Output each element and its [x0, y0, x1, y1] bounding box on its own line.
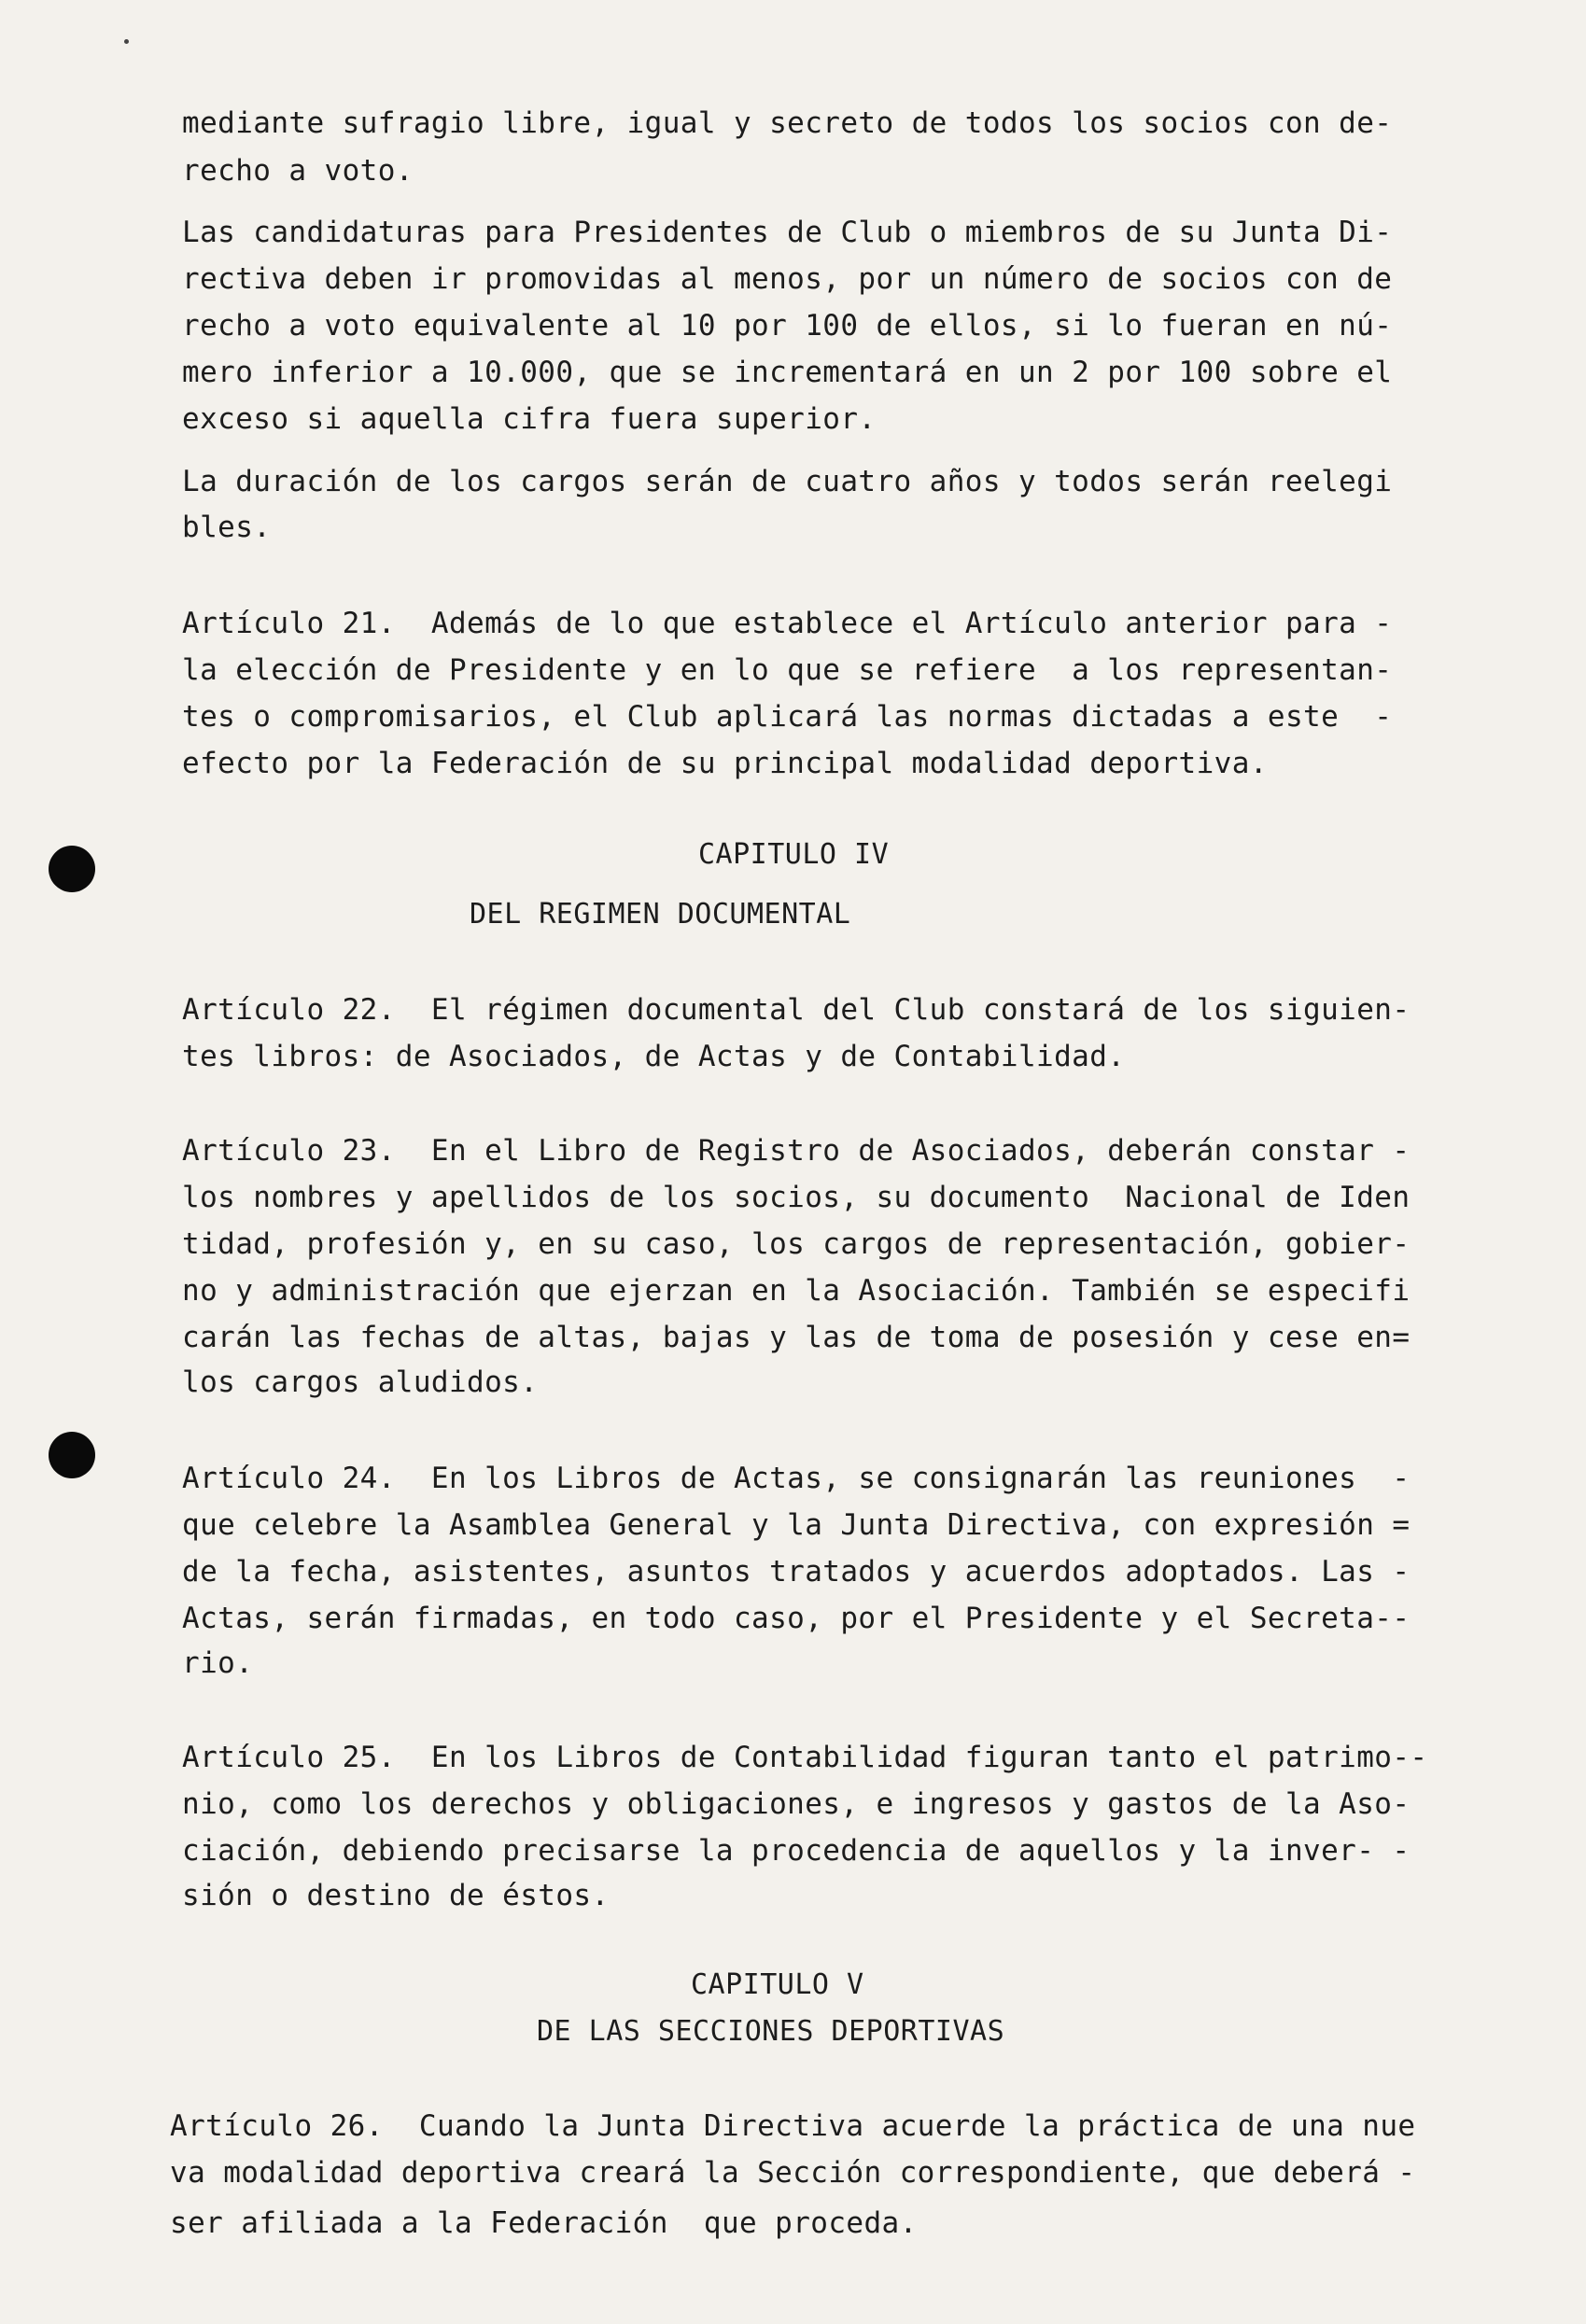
- text-line: rectiva deben ir promovidas al menos, por un número de socios con de: [182, 262, 1393, 296]
- punch-hole-top: [49, 846, 95, 892]
- text-line: La duración de los cargos serán de cuatro años y todos serán reelegi: [182, 465, 1393, 498]
- article-26-line: va modalidad deportiva creará la Sección correspondiente, que deberá -: [170, 2156, 1416, 2190]
- chapter-4-subtitle: DEL REGIMEN DOCUMENTAL: [470, 898, 851, 931]
- text-line: Las candidaturas para Presidentes de Club o miembros de su Junta Di-: [182, 216, 1393, 249]
- chapter-5-title: CAPITULO V: [691, 1968, 864, 2001]
- article-22-line: tes libros: de Asociados, de Actas y de Contabilidad.: [182, 1040, 1126, 1073]
- article-21-line: la elección de Presidente y en lo que se refiere a los representan-: [182, 653, 1393, 687]
- article-22-line: Artículo 22. El régimen documental del Club constará de los siguien-: [182, 993, 1411, 1027]
- article-21-line: tes o compromisarios, el Club aplicará las normas dictadas a este -: [182, 700, 1393, 734]
- article-26-line: ser afiliada a la Federación que proceda.: [170, 2206, 918, 2240]
- article-23-line: no y administración que ejerzan en la Asociación. También se especifi: [182, 1274, 1411, 1308]
- article-24-line: rio.: [182, 1646, 254, 1680]
- text-line: bles.: [182, 511, 272, 544]
- text-line: recho a voto.: [182, 154, 414, 188]
- article-23-line: los cargos aludidos.: [182, 1365, 539, 1399]
- article-23-line: tidad, profesión y, en su caso, los cargos de representación, gobier-: [182, 1227, 1411, 1261]
- article-21-line: efecto por la Federación de su principal modalidad deportiva.: [182, 747, 1268, 780]
- punch-hole-bottom: [49, 1432, 95, 1478]
- article-25-line: Artículo 25. En los Libros de Contabilidad figuran tanto el patrimo--: [182, 1741, 1428, 1774]
- text-line: mediante sufragio libre, igual y secreto de todos los socios con de-: [182, 106, 1393, 140]
- article-26-line: Artículo 26. Cuando la Junta Directiva acuerde la práctica de una nue: [170, 2109, 1416, 2143]
- article-25-line: sión o destino de éstos.: [182, 1879, 610, 1912]
- paper-speck: [124, 39, 129, 44]
- article-24-line: Actas, serán firmadas, en todo caso, por el Presidente y el Secreta--: [182, 1602, 1411, 1635]
- article-24-line: de la fecha, asistentes, asuntos tratados y acuerdos adoptados. Las -: [182, 1555, 1411, 1589]
- text-line: mero inferior a 10.000, que se incrementará en un 2 por 100 sobre el: [182, 356, 1393, 389]
- article-21-line: Artículo 21. Además de lo que establece el Artículo anterior para -: [182, 607, 1393, 640]
- article-24-line: Artículo 24. En los Libros de Actas, se consignarán las reuniones -: [182, 1462, 1411, 1495]
- text-line: recho a voto equivalente al 10 por 100 de ellos, si lo fueran en nú-: [182, 309, 1393, 343]
- chapter-4-title: CAPITULO IV: [698, 838, 890, 871]
- article-23-line: carán las fechas de altas, bajas y las de toma de posesión y cese en=: [182, 1321, 1411, 1354]
- article-25-line: ciación, debiendo precisarse la procedencia de aquellos y la inver- -: [182, 1834, 1411, 1868]
- article-23-line: los nombres y apellidos de los socios, su documento Nacional de Iden: [182, 1181, 1411, 1214]
- article-23-line: Artículo 23. En el Libro de Registro de Asociados, deberán constar -: [182, 1134, 1411, 1168]
- chapter-5-subtitle: DE LAS SECCIONES DEPORTIVAS: [537, 2015, 1005, 2048]
- text-line: exceso si aquella cifra fuera superior.: [182, 402, 877, 436]
- article-25-line: nio, como los derechos y obligaciones, e ingresos y gastos de la Aso-: [182, 1787, 1411, 1821]
- article-24-line: que celebre la Asamblea General y la Junta Directiva, con expresión =: [182, 1508, 1411, 1542]
